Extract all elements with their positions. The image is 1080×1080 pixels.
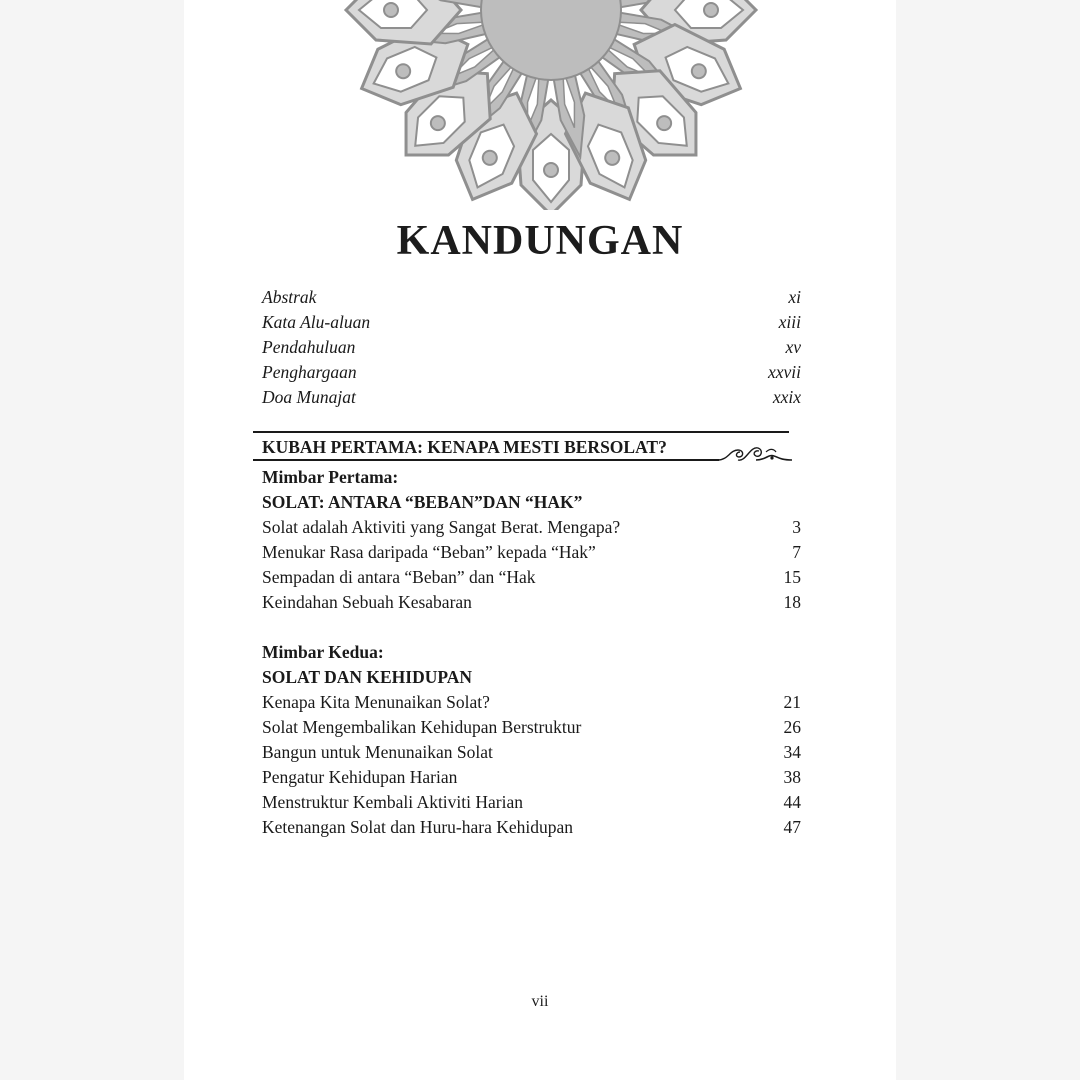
- toc-entry: [262, 691, 801, 713]
- entry-page: 21: [783, 692, 801, 712]
- entry-label: Menstruktur Kembali Aktiviti Harian: [262, 792, 523, 812]
- toc-entry: [262, 791, 801, 813]
- entry-label: Ketenangan Solat dan Huru-hara Kehidupan: [262, 817, 574, 837]
- toc-entry: [262, 386, 801, 408]
- entry-page: xiii: [778, 312, 801, 332]
- flourish-ornament: [716, 440, 794, 468]
- entry-label: Menukar Rasa daripada “Beban” kepada “Hak”: [262, 542, 596, 562]
- entry-page: 18: [783, 592, 801, 612]
- entry-page: xxvii: [767, 362, 801, 382]
- entry-label: Abstrak: [262, 287, 317, 307]
- book-page: [184, 0, 896, 1080]
- toc-entry: [262, 311, 801, 333]
- toc-entry: [262, 516, 801, 538]
- entry-label: Doa Munajat: [262, 387, 356, 407]
- section-label: Mimbar Pertama:: [262, 467, 399, 487]
- entry-label: Keindahan Sebuah Kesabaran: [262, 592, 472, 612]
- toc-entry: [262, 336, 801, 358]
- toc-entry: [262, 591, 801, 613]
- toc-entry: [262, 816, 801, 838]
- entry-label: Bangun untuk Menunaikan Solat: [262, 742, 493, 762]
- entry-label: Solat adalah Aktiviti yang Sangat Berat. Mengapa?: [262, 517, 621, 537]
- mandala-ornament: [327, 0, 775, 210]
- section-label: Mimbar Kedua:: [262, 642, 384, 662]
- entry-label: Sempadan di antara “Beban” dan “Hak: [262, 567, 536, 587]
- part-heading: KUBAH PERTAMA: KENAPA MESTI BERSOLAT?: [262, 437, 667, 457]
- heading-rule-top: [253, 431, 789, 433]
- entry-page: 26: [783, 717, 801, 737]
- entry-page: 7: [792, 542, 801, 562]
- toc-entry: [262, 541, 801, 563]
- toc-entry: [262, 361, 801, 383]
- entry-label: Penghargaan: [262, 362, 357, 382]
- entry-page: xv: [785, 337, 801, 357]
- section-title: SOLAT DAN KEHIDUPAN: [262, 667, 473, 687]
- entry-label: Kenapa Kita Menunaikan Solat?: [262, 692, 490, 712]
- entry-label: Kata Alu-aluan: [262, 312, 371, 332]
- heading-rule-bottom: [253, 459, 719, 461]
- toc-entry: [262, 741, 801, 763]
- entry-page: xxix: [772, 387, 801, 407]
- toc-entry: [262, 766, 801, 788]
- toc-entry: [262, 716, 801, 738]
- entry-page: 38: [783, 767, 801, 787]
- toc-entry: [262, 286, 801, 308]
- entry-label: Pengatur Kehidupan Harian: [262, 767, 458, 787]
- page-number: vii: [531, 993, 549, 1010]
- entry-page: 15: [783, 567, 801, 587]
- entry-page: 34: [783, 742, 801, 762]
- toc-entry: [262, 566, 801, 588]
- entry-page: xi: [788, 287, 801, 307]
- entry-label: Pendahuluan: [262, 337, 356, 357]
- entry-label: Solat Mengembalikan Kehidupan Berstruktur: [262, 717, 582, 737]
- page-title: KANDUNGAN: [396, 218, 684, 264]
- entry-page: 3: [792, 517, 801, 537]
- section-title: SOLAT: ANTARA “BEBAN”DAN “HAK”: [262, 492, 583, 512]
- entry-page: 47: [783, 817, 801, 837]
- entry-page: 44: [783, 792, 801, 812]
